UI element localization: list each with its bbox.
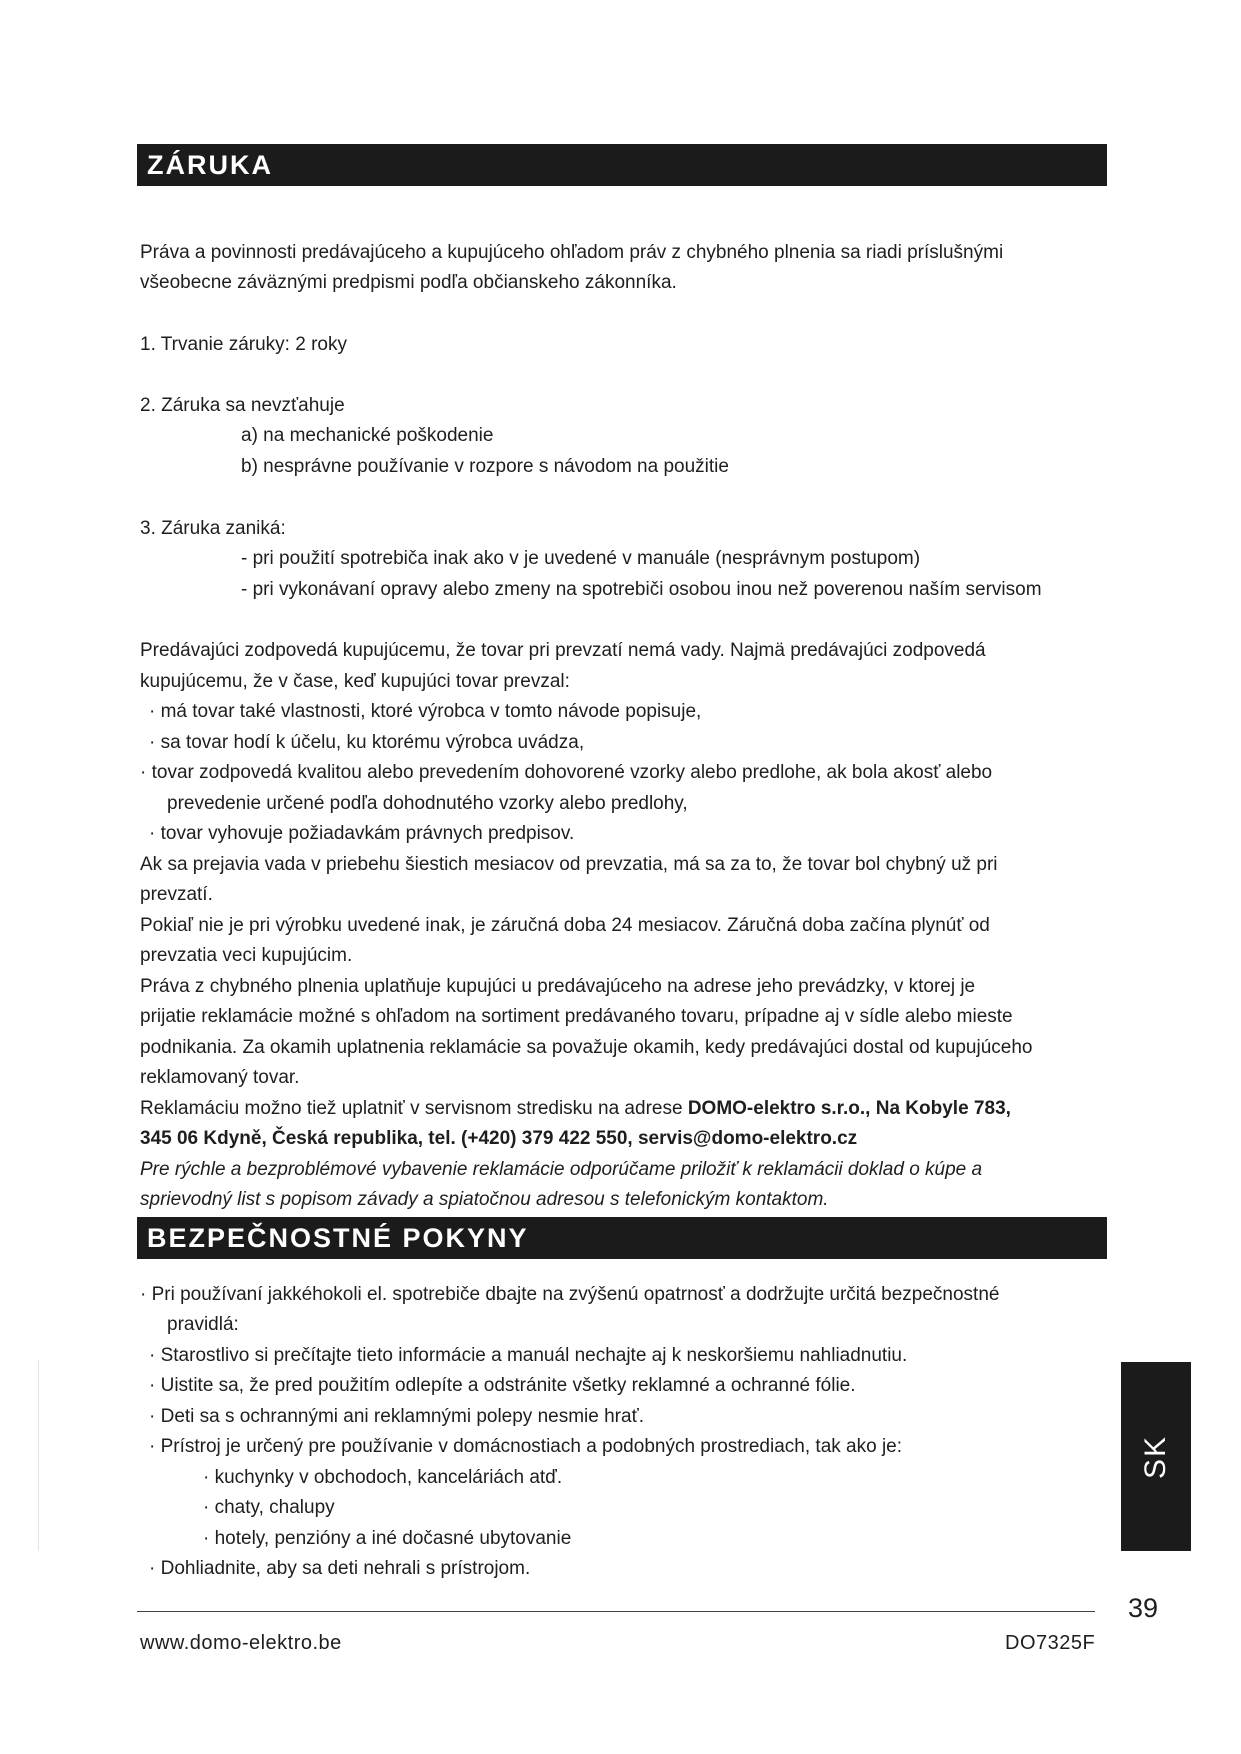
service-address-line-2: 345 06 Kdyně, Česká republika, tel. (+420) 379 422 550, servis@domo-elektro.cz <box>140 1128 858 1149</box>
body-bullet: · sa tovar hodí k účelu, ku ktorému výrobca uvádza, <box>149 732 585 753</box>
body-bullet: · tovar zodpovedá kvalitou alebo prevedením dohovorené vzorky alebo predlohe, ak bola akosť alebo <box>140 762 993 783</box>
body-line: Pokiaľ nie je pri výrobku uvedené inak, je záručná doba 24 mesiacov. Záručná doba začína plynúť od <box>140 915 990 936</box>
section-heading-safety: BEZPEČNOSTNÉ POKYNY <box>137 1217 1107 1259</box>
warranty-item-3b: - pri vykonávaní opravy alebo zmeny na spotrebiči osobou inou než poverenou naším servisom <box>241 579 1042 600</box>
warranty-item-3: 3. Záruka zaniká: <box>140 518 286 539</box>
warranty-item-2b: b) nesprávne používanie v rozpore s návodom na použitie <box>241 456 729 477</box>
warranty-item-1: 1. Trvanie záruky: 2 roky <box>140 334 347 355</box>
footer-divider <box>137 1611 1095 1612</box>
italic-note-line-1: Pre rýchle a bezproblémové vybavenie reklamácie odporúčame priložiť k reklamácii doklad o kúpe a <box>140 1159 983 1180</box>
warranty-item-2: 2. Záruka sa nevzťahuje <box>140 395 345 416</box>
body-line: prevzatia veci kupujúcim. <box>140 945 353 966</box>
footer-model: DO7325F <box>1005 1632 1096 1654</box>
safety-line: · Pri používaní jakkéhokoli el. spotrebiče dbajte na zvýšenú opatrnosť a dodržujte určitá bezpečnostné <box>140 1284 1000 1305</box>
footer-website: www.domo-elektro.be <box>140 1632 342 1654</box>
page-number: 39 <box>1128 1593 1159 1623</box>
safety-subbullet: · hotely, penzióny a iné dočasné ubytovanie <box>203 1528 572 1549</box>
safety-line: pravidlá: <box>167 1314 239 1335</box>
body-bullet: · tovar vyhovuje požiadavkám právnych predpisov. <box>149 823 575 844</box>
body-line: prevzatí. <box>140 884 213 905</box>
safety-bullet: · Prístroj je určený pre používanie v domácnostiach a podobných prostrediach, tak ako je: <box>149 1436 903 1457</box>
body-line: Práva z chybného plnenia uplatňuje kupujúci u predávajúceho na adrese jeho prevádzky, v ktorej je <box>140 976 976 997</box>
safety-bullet: · Deti sa s ochrannými ani reklamnými polepy nesmie hrať. <box>149 1406 644 1427</box>
safety-subbullet: · kuchynky v obchodoch, kanceláriách atď. <box>203 1467 563 1488</box>
body-line: Ak sa prejavia vada v priebehu šiestich mesiacov od prevzatia, má sa za to, že tovar bol chybný už pri <box>140 854 998 875</box>
intro-line-1: Práva a povinnosti predávajúceho a kupujúceho ohľadom práv z chybného plnenia sa riadi príslušnými <box>140 242 1004 263</box>
language-tab-label: SK <box>1139 1434 1172 1479</box>
body-line: podnikania. Za okamih uplatnenia reklamácie sa považuje okamih, kedy predávajúci dostal od kupujúceho <box>140 1037 1033 1058</box>
warranty-item-3a: - pri použití spotrebiča inak ako v je uvedené v manuále (nesprávnym postupom) <box>241 548 921 569</box>
service-prefix: Reklamáciu možno tiež uplatniť v servisnom stredisku na adrese <box>140 1098 688 1119</box>
service-address-line-1 <box>140 1094 1011 1124</box>
section-heading-zaruka: ZÁRUKA <box>137 144 1107 186</box>
safety-subbullet: · chaty, chalupy <box>203 1497 335 1518</box>
body-line: reklamovaný tovar. <box>140 1067 300 1088</box>
warranty-item-2a: a) na mechanické poškodenie <box>241 425 494 446</box>
italic-note-line-2: sprievodný list s popisom závady a spiatočnou adresou s telefonickým kontaktom. <box>140 1189 829 1210</box>
language-tab <box>1121 1362 1191 1551</box>
body-line: kupujúcemu, že v čase, keď kupujúci tovar prevzal: <box>140 671 570 692</box>
body-line: prevedenie určené podľa dohodnutého vzorky alebo predlohy, <box>167 793 688 814</box>
body-bullet: · má tovar také vlastnosti, ktoré výrobca v tomto návode popisuje, <box>149 701 702 722</box>
body-line: Predávajúci zodpovedá kupujúcemu, že tovar pri prevzatí nemá vady. Najmä predávajúci zodpovedá <box>140 640 986 661</box>
service-company: DOMO-elektro s.r.o., Na Kobyle 783, <box>687 1098 1011 1119</box>
body-line: prijatie reklamácie možné s ohľadom na sortiment predávaného tovaru, prípadne aj v sídle alebo mieste <box>140 1006 1013 1027</box>
intro-line-2: všeobecne záväznými predpismi podľa občianskeho zákonníka. <box>140 272 677 293</box>
safety-bullet: · Uistite sa, že pred použitím odlepíte a odstránite všetky reklamné a ochranné fólie. <box>149 1375 856 1396</box>
safety-bullet: · Dohliadnite, aby sa deti nehrali s prístrojom. <box>149 1558 531 1579</box>
safety-bullet: · Starostlivo si prečítajte tieto informácie a manuál nechajte aj k neskoršiemu nahliadnutiu. <box>149 1345 908 1366</box>
margin-line <box>38 1360 39 1551</box>
